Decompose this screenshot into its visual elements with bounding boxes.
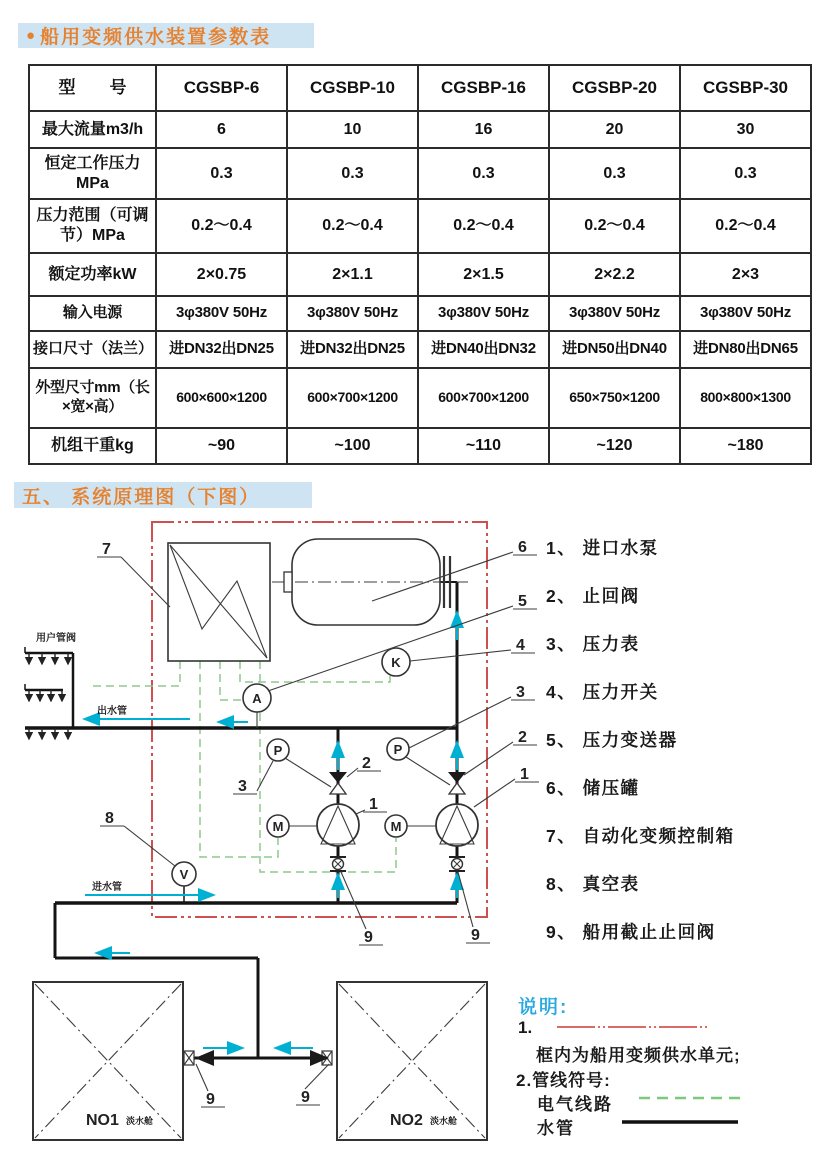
stop-check-valve-tank1 — [184, 1050, 214, 1066]
table-row — [29, 368, 811, 428]
frequency-control-box — [168, 543, 270, 661]
check-valve-right — [448, 772, 466, 794]
vacuum-gauge — [172, 862, 196, 886]
parameter-table-body — [29, 65, 811, 464]
legend-item: 7、 自动化变频控制箱 — [546, 826, 735, 846]
note-2-text: 2.管线符号: — [516, 1071, 611, 1090]
legend-item: 2、 止回阀 — [546, 586, 640, 606]
table-cell: 3φ380V 50Hz — [287, 296, 418, 331]
table-cell: 0.2～0.4 — [156, 199, 287, 253]
stop-check-valve-right — [449, 857, 465, 871]
table-cell: 600×700×1200 — [287, 368, 418, 428]
motor-left — [267, 815, 317, 837]
electric-line-label: 电气线路 — [537, 1095, 613, 1114]
table-cell: 进DN50出DN40 — [549, 331, 680, 368]
gauge-letter: P — [273, 743, 283, 758]
table-cell: 3φ380V 50Hz — [549, 296, 680, 331]
row-label: 最大流量m3/h — [29, 111, 156, 148]
pressure-switch — [382, 648, 410, 676]
user-network-label: 用户管阀 — [36, 633, 76, 644]
table-cell: 0.3 — [156, 148, 287, 199]
row-label: 机组干重kg — [29, 428, 156, 464]
legend-item: 1、 进口水泵 — [546, 538, 659, 558]
row-label: 外型尺寸mm（长×宽×高） — [29, 368, 156, 428]
table-cell: 0.3 — [287, 148, 418, 199]
stop-check-valve-left — [330, 857, 346, 871]
row-label: 压力范围（可调节）MPa — [29, 199, 156, 253]
table-cell: 2×1.1 — [287, 253, 418, 296]
table-cell: 600×700×1200 — [418, 368, 549, 428]
table-row — [29, 148, 811, 199]
table-cell: ~180 — [680, 428, 811, 464]
table-cell: 16 — [418, 111, 549, 148]
check-valve-left — [329, 772, 347, 794]
table-cell: ~90 — [156, 428, 287, 464]
schematic-section-title — [14, 482, 312, 508]
legend-item: 4、 压力开关 — [546, 682, 659, 702]
pressure-gauge-right — [387, 738, 450, 785]
table-cell: 0.2～0.4 — [549, 199, 680, 253]
row-label: 接口尺寸（法兰） — [29, 331, 156, 368]
bullet-icon: ● — [26, 27, 36, 44]
table-cell: 650×750×1200 — [549, 368, 680, 428]
table-row — [29, 253, 811, 296]
tank2-sublabel: 淡水舱 — [430, 1116, 458, 1126]
table-cell: 进DN80出DN65 — [680, 331, 811, 368]
parameter-table — [28, 64, 812, 465]
table-cell: 进DN32出DN25 — [156, 331, 287, 368]
table-cell: 3φ380V 50Hz — [156, 296, 287, 331]
legend-item: 3、 压力表 — [546, 634, 640, 654]
col-header: CGSBP-30 — [680, 65, 811, 111]
callout-9: 9 — [301, 1089, 310, 1106]
col-header: CGSBP-10 — [287, 65, 418, 111]
notes-title: 说明: — [518, 997, 569, 1018]
col-header-model: 型 号 — [29, 65, 156, 111]
note-1-number: 1. — [518, 1018, 533, 1037]
table-cell: 600×600×1200 — [156, 368, 287, 428]
table-cell: 2×2.2 — [549, 253, 680, 296]
callout-3: 3 — [238, 778, 247, 795]
col-header: CGSBP-16 — [418, 65, 549, 111]
pump-left — [317, 804, 359, 846]
col-header: CGSBP-20 — [549, 65, 680, 111]
freshwater-tank-2 — [337, 982, 487, 1140]
param-table-section-title — [18, 23, 314, 48]
table-cell: 0.2～0.4 — [680, 199, 811, 253]
callout-3: 3 — [516, 684, 525, 701]
table-cell: 0.2～0.4 — [418, 199, 549, 253]
red-boundary-line-sample — [555, 1023, 710, 1031]
table-cell: 800×800×1300 — [680, 368, 811, 428]
table-row — [29, 331, 811, 368]
table-row — [29, 296, 811, 331]
note-1-text: 框内为船用变频供水单元; — [536, 1046, 741, 1065]
table-cell: 2×0.75 — [156, 253, 287, 296]
legend-item: 5、 压力变送器 — [546, 730, 678, 750]
callout-2: 2 — [518, 729, 527, 746]
table-cell: ~100 — [287, 428, 418, 464]
row-label: 输入电源 — [29, 296, 156, 331]
callout-7: 7 — [102, 541, 111, 558]
freshwater-tank-1 — [33, 982, 183, 1140]
gauge-letter: P — [393, 742, 403, 757]
transmitter-letter: A — [252, 691, 262, 706]
stop-check-valve-tank2 — [310, 1050, 332, 1066]
table-cell: 6 — [156, 111, 287, 148]
callout-2: 2 — [362, 755, 371, 772]
callout-5: 5 — [518, 593, 527, 610]
table-cell: 0.3 — [418, 148, 549, 199]
table-row — [29, 428, 811, 464]
table-cell: 进DN40出DN32 — [418, 331, 549, 368]
callout-6: 6 — [518, 539, 527, 556]
user-pipe-network — [25, 631, 76, 739]
legend-item: 9、 船用截止止回阀 — [546, 922, 716, 942]
table-cell: 30 — [680, 111, 811, 148]
callout-1: 1 — [520, 766, 529, 783]
tank1-label: NO1 — [86, 1112, 119, 1129]
pressure-tank — [272, 539, 468, 625]
pressure-gauge-left — [267, 739, 331, 787]
table-cell: 3φ380V 50Hz — [680, 296, 811, 331]
table-cell: 2×1.5 — [418, 253, 549, 296]
col-header: CGSBP-6 — [156, 65, 287, 111]
table-cell: 进DN32出DN25 — [287, 331, 418, 368]
switch-letter: K — [391, 655, 401, 670]
table-cell: 0.3 — [680, 148, 811, 199]
callout-9: 9 — [206, 1091, 215, 1108]
motor-letter: M — [390, 819, 402, 834]
row-label: 额定功率kW — [29, 253, 156, 296]
param-table-title-text: 船用变频供水装置参数表 — [40, 27, 272, 48]
water-pipe-sample — [620, 1118, 740, 1126]
tank1-sublabel: 淡水舱 — [126, 1116, 154, 1126]
table-cell: 3φ380V 50Hz — [418, 296, 549, 331]
callout-1: 1 — [369, 796, 378, 813]
callout-9: 9 — [364, 929, 373, 946]
callout-9: 9 — [471, 927, 480, 944]
table-row — [29, 111, 811, 148]
table-row — [29, 199, 811, 253]
table-cell: 20 — [549, 111, 680, 148]
table-cell: 10 — [287, 111, 418, 148]
table-cell: 2×3 — [680, 253, 811, 296]
water-pipe-label: 水管 — [537, 1119, 575, 1138]
outlet-pipe-label: 出水管 — [97, 706, 127, 717]
schematic-title-text: 五、 系统原理图（下图） — [22, 486, 261, 508]
schematic-svg — [0, 515, 545, 1159]
inlet-pipe-label: 进水管 — [92, 882, 122, 893]
motor-letter: M — [272, 819, 284, 834]
pump-right — [436, 804, 478, 846]
callout-8: 8 — [105, 810, 114, 827]
callout-4: 4 — [516, 637, 525, 654]
row-label: 恒定工作压力MPa — [29, 148, 156, 199]
table-cell: ~120 — [549, 428, 680, 464]
motor-right — [385, 815, 436, 837]
table-cell: 0.2～0.4 — [287, 199, 418, 253]
vacuum-letter: V — [179, 867, 189, 882]
tank2-label: NO2 — [390, 1112, 423, 1129]
table-cell: 0.3 — [549, 148, 680, 199]
legend-item: 6、 储压罐 — [546, 778, 640, 798]
table-cell: ~110 — [418, 428, 549, 464]
electric-line-sample — [637, 1094, 742, 1102]
legend-item: 8、 真空表 — [546, 874, 640, 894]
